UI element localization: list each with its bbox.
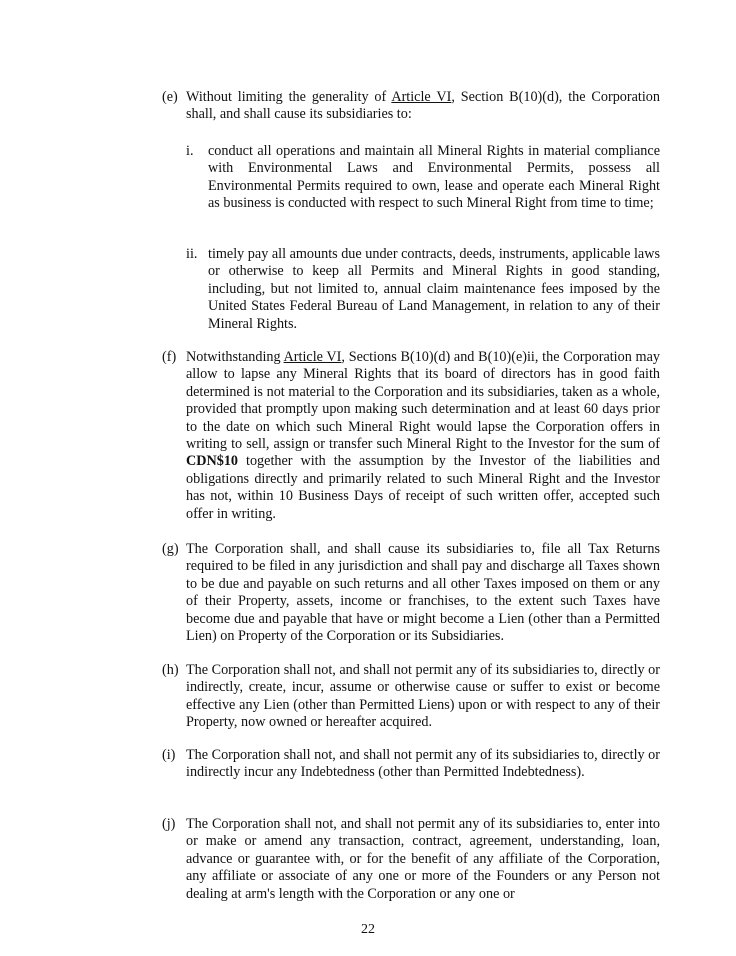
clause-text: The Corporation shall not, and shall not permit any of its subsidiaries to, directly or indirectly incur any Indebtedness (other than Permitted Indebtedness). [186, 747, 660, 781]
clause-text-part: , Sections B(10)(d) and B(10)(e)ii, the Corporation may allow to lapse any Mineral Rights that its board of directors has in good faith determined is not material to the Corporation and its subsidiaries, taken as a whole, provided that promptly upon making such determination and at least 60 days prior to the date on which such Mineral Right would lapse the Corporation offers in writing to sell, assign or transfer such Mineral Right to the Investor for the sum of [186, 349, 660, 453]
clause-label: (f) [162, 349, 177, 365]
clause-label: (j) [162, 816, 176, 832]
page-number: 22 [361, 922, 375, 937]
clause-i [162, 747, 660, 782]
clause-text [186, 89, 660, 124]
clause-text-part: Without limiting the generality of [186, 89, 392, 105]
clause-text-part: together with the assumption by the Investor of the liabilities and obligations directly and primarily related to such Mineral Right and the Investor has not, within 10 Business Days of receipt of such written offer, accepted such offer in writing. [186, 453, 660, 522]
clause-text: The Corporation shall not, and shall not permit any of its subsidiaries to, enter into or make or amend any transaction, contract, agreement, understanding, loan, advance or guarantee with, or for the benefit of any affiliate of the Corporation, any affiliate or associate of any one or more of the Founders or any Person not dealing at arm's length with the Corporation or any one or [186, 816, 660, 902]
clause-label: (g) [162, 541, 179, 557]
article-reference: Article VI [391, 89, 452, 105]
clause-text-part: , Section B(10)(d), the Corporation shall, and shall cause its subsidiaries to: [186, 89, 660, 123]
clause-label: (i) [162, 747, 176, 763]
clause-e [162, 89, 660, 124]
clause-label: (e) [162, 89, 178, 105]
clause-g [162, 541, 660, 645]
clause-h [162, 662, 660, 732]
subclause-e-i [186, 143, 660, 213]
clause-j [162, 816, 660, 903]
article-reference: Article VI [283, 349, 342, 365]
clause-f [162, 349, 660, 523]
clause-text: The Corporation shall not, and shall not permit any of its subsidiaries to, directly or indirectly, create, incur, assume or otherwise cause or suffer to exist or become effective any Lien (other than Permitted Liens) upon or with respect to any of their Property, now owned or hereafter acquired. [186, 662, 660, 731]
clause-text: The Corporation shall, and shall cause its subsidiaries to, file all Tax Returns required to be filed in any jurisdiction and shall pay and discharge all Taxes shown to be due and payable on such returns and all other Taxes imposed on them or any of their Property, assets, income or franchises, to the extent such Taxes have become due and payable that have or might become a Lien (other than a Permitted Lien) on Property of the Corporation or its Subsidiaries. [186, 541, 660, 645]
subclause-text: timely pay all amounts due under contracts, deeds, instruments, applicable laws or otherwise to keep all Permits and Mineral Rights in good standing, including, but not limited to, annual claim maintenance fees imposed by the United States Federal Bureau of Land Management, in relation to any of their Mineral Rights. [208, 246, 660, 332]
subclause-label: ii. [186, 246, 198, 262]
clause-text [186, 349, 660, 523]
subclause-text: conduct all operations and maintain all Mineral Rights in material compliance with Environmental Laws and Environmental Permits, possess all Environmental Permits required to own, lease and operate each Mineral Right as business is conducted with respect to such Mineral Right from time to time; [208, 143, 660, 212]
clause-label: (h) [162, 662, 179, 678]
subclause-label: i. [186, 143, 194, 159]
amount-bold: CDN$10 [186, 453, 239, 470]
subclause-e-ii [186, 246, 660, 333]
clause-text-part: Notwithstanding [186, 349, 284, 365]
